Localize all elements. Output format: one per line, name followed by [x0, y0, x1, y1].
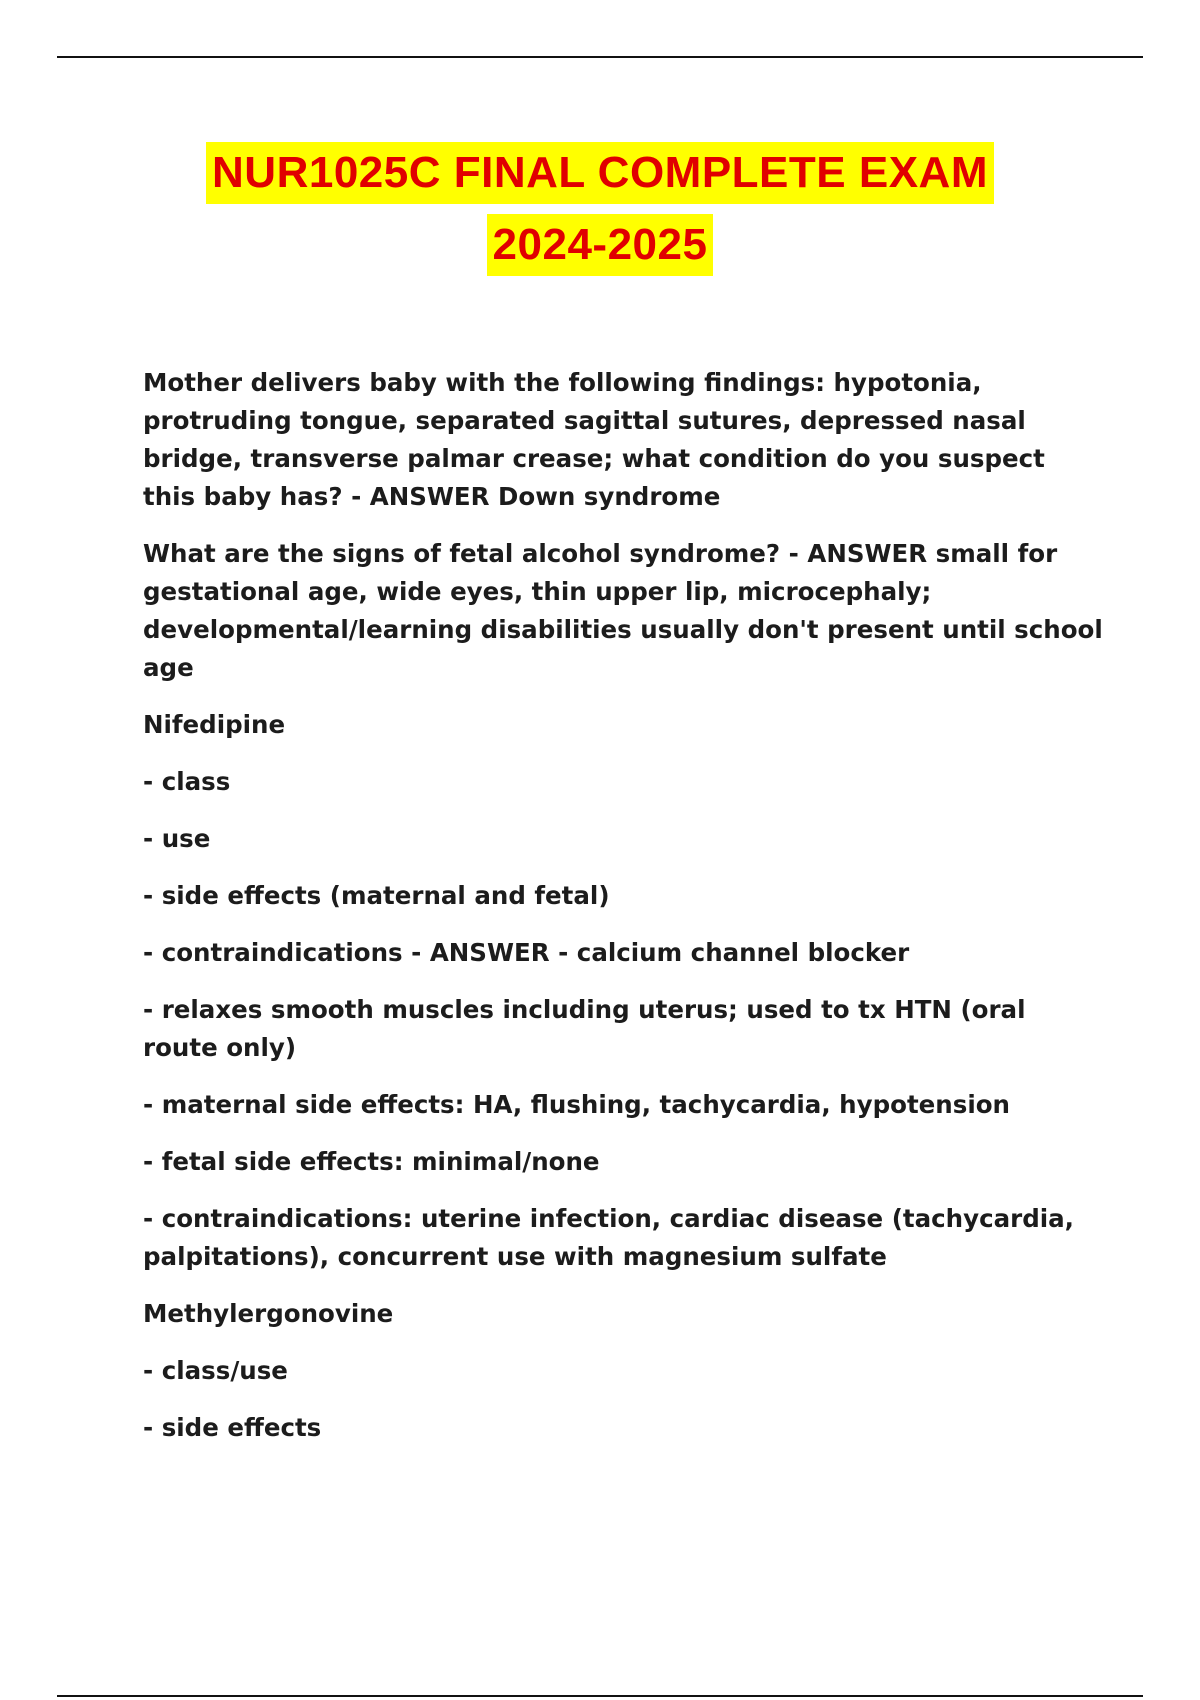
document-body	[143, 364, 1103, 1466]
paragraph-10: - fetal side effects: minimal/none	[143, 1147, 600, 1176]
paragraph-7: - contraindications - ANSWER - calcium channel blocker	[143, 938, 910, 967]
paragraph-9: - maternal side effects: HA, flushing, tachycardia, hypotension	[143, 1090, 1010, 1119]
paragraph-11: - contraindications: uterine infection, cardiac disease (tachycardia, palpitations), concurrent use with magnesium sulfate	[143, 1204, 1074, 1271]
paragraph-14: - side effects	[143, 1413, 322, 1442]
paragraph-4: - class	[143, 767, 231, 796]
top-divider	[57, 56, 1143, 58]
paragraph-6: - side effects (maternal and fetal)	[143, 881, 610, 910]
title-line-1: NUR1025C FINAL COMPLETE EXAM	[206, 142, 994, 204]
bottom-divider	[57, 1695, 1143, 1697]
title-line-2: 2024-2025	[487, 214, 714, 276]
paragraph-8: - relaxes smooth muscles including uterus; used to tx HTN (oral route only)	[143, 995, 1026, 1062]
paragraph-12: Methylergonovine	[143, 1299, 394, 1328]
paragraph-5: - use	[143, 824, 211, 853]
document-title	[0, 142, 1200, 276]
paragraph-2: What are the signs of fetal alcohol syndrome? - ANSWER small for gestational age, wide eyes, thin upper lip, microcephaly; developmental/learning disabilities usually don't present until school age	[143, 539, 1103, 682]
paragraph-3: Nifedipine	[143, 710, 286, 739]
paragraph-1: Mother delivers baby with the following findings: hypotonia, protruding tongue, separated sagittal sutures, depressed nasal bridge, transverse palmar crease; what condition do you suspect this baby has? - ANSWER Down syndrome	[143, 368, 1045, 511]
paragraph-13: - class/use	[143, 1356, 288, 1385]
